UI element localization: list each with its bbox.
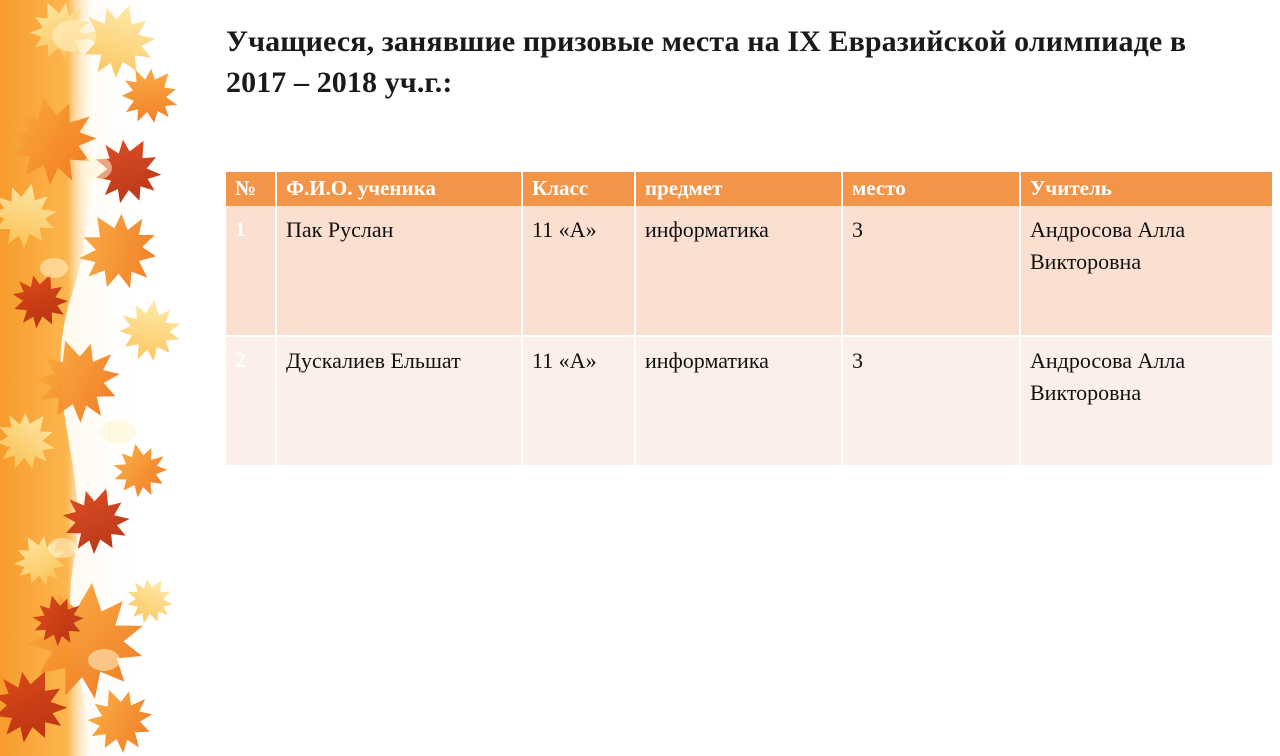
cell-number: 1: [226, 206, 276, 336]
slide-content: [226, 0, 1272, 756]
column-header-place: место: [842, 172, 1020, 206]
cell-place: 3: [842, 206, 1020, 336]
table-row: [226, 206, 1272, 336]
cell-class: 11 «А»: [522, 336, 635, 466]
table-body: [226, 206, 1272, 466]
cell-class: 11 «А»: [522, 206, 635, 336]
cell-subject: информатика: [635, 206, 842, 336]
page-title: Учащиеся, занявшие призовые места на IX Евразийской олимпиаде в 2017 – 2018 уч.г.:: [226, 25, 1187, 99]
cell-student: Пак Руслан: [276, 206, 522, 336]
prize-winners-table: [226, 172, 1272, 467]
cell-teacher: Андросова Алла Викторовна: [1020, 336, 1272, 466]
table-header: [226, 172, 1272, 206]
column-header-teacher: Учитель: [1020, 172, 1272, 206]
cell-number: 2: [226, 336, 276, 466]
table-header-row: [226, 172, 1272, 206]
column-header-class: Класс: [522, 172, 635, 206]
cell-subject: информатика: [635, 336, 842, 466]
cell-teacher: Андросова Алла Викторовна: [1020, 206, 1272, 336]
autumn-leaves-decoration: [0, 0, 200, 756]
column-header-subject: предмет: [635, 172, 842, 206]
cell-student: Дускалиев Ельшат: [276, 336, 522, 466]
table-row: [226, 336, 1272, 466]
column-header-number: №: [226, 172, 276, 206]
column-header-student: Ф.И.О. ученика: [276, 172, 522, 206]
cell-place: 3: [842, 336, 1020, 466]
